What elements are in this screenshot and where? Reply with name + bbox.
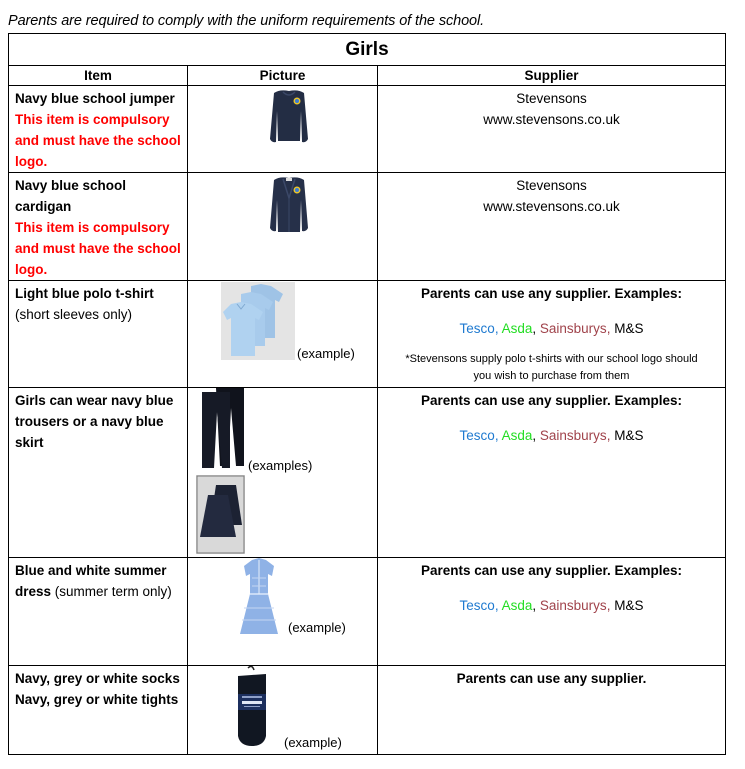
- supplier-heading: Parents can use any supplier.: [456, 671, 647, 686]
- shop-list: Tesco, Asda, Sainsburys, M&S: [459, 428, 644, 443]
- item-name: Girls can wear navy blue trousers or a navy blue skirt: [15, 393, 174, 450]
- picture-cell: [188, 666, 378, 755]
- supplier-name: Stevensons: [516, 91, 587, 106]
- item-cell: [9, 558, 188, 666]
- table-row: [9, 173, 726, 281]
- item-name: Navy, grey or white socks: [15, 671, 180, 686]
- item-cell: [9, 173, 188, 281]
- shop-list: Tesco, Asda, Sainsburys, M&S: [459, 598, 644, 613]
- picture-cell: [188, 388, 378, 558]
- shop-tesco: Tesco: [459, 321, 495, 336]
- supplier-heading: Parents can use any supplier. Examples:: [420, 563, 683, 578]
- item-cell: [9, 86, 188, 173]
- shop-asda: Asda: [501, 321, 533, 336]
- table-title: Girls: [9, 34, 726, 66]
- supplier-cell: [378, 281, 726, 388]
- item-cell: [9, 281, 188, 388]
- item-name-2: Navy, grey or white tights: [15, 692, 179, 707]
- header-supplier: Supplier: [378, 66, 726, 86]
- item-name: Light blue polo t-shirt: [15, 286, 154, 301]
- picture-cell: [188, 86, 378, 173]
- picture-cell: [188, 558, 378, 666]
- supplier-name: Stevensons: [516, 178, 587, 193]
- supplier-cell: [378, 388, 726, 558]
- supplier-url[interactable]: www.stevensons.co.uk: [483, 112, 620, 127]
- supplier-url[interactable]: www.stevensons.co.uk: [483, 199, 620, 214]
- table-row: [9, 666, 726, 755]
- supplier-cell: [378, 86, 726, 173]
- compulsory-note: This item is compulsory and must have the school logo.: [15, 112, 181, 169]
- item-name: Navy blue school jumper: [15, 91, 175, 106]
- picture-caption: (example): [288, 620, 346, 635]
- shop-list: Tesco, Asda, Sainsburys, M&S: [459, 321, 644, 336]
- picture-caption: (example): [284, 735, 342, 750]
- picture-caption: (example): [297, 346, 355, 361]
- table-row: [9, 558, 726, 666]
- supplier-heading: Parents can use any supplier. Examples:: [420, 286, 683, 301]
- supplier-cell: [378, 558, 726, 666]
- navy-socks-image: [234, 666, 270, 748]
- navy-cardigan-image: [266, 176, 312, 236]
- shop-ms: M&S: [614, 598, 644, 613]
- supplier-note: *Stevensons supply polo t-shirts with our school logo should you wish to purchase from them: [405, 353, 698, 382]
- shop-sainsburys: Sainsburys: [539, 428, 607, 443]
- header-item: Item: [9, 66, 188, 86]
- compulsory-note: This item is compulsory and must have the school logo.: [15, 220, 181, 277]
- table-row: [9, 86, 726, 173]
- navy-trousers-image: [200, 388, 246, 470]
- table-row: [9, 388, 726, 558]
- shop-tesco: Tesco: [459, 598, 495, 613]
- item-note: (short sleeves only): [15, 307, 133, 322]
- shop-ms: M&S: [614, 321, 644, 336]
- shop-sainsburys: Sainsburys: [539, 321, 607, 336]
- intro-note: Parents are required to comply with the uniform requirements of the school.: [8, 13, 485, 29]
- item-name: Blue and white summer dress: [15, 563, 167, 599]
- shop-asda: Asda: [501, 428, 533, 443]
- picture-cell: [188, 173, 378, 281]
- item-cell: [9, 666, 188, 755]
- picture-caption: (examples): [248, 458, 313, 473]
- navy-skirt-image: [196, 475, 245, 554]
- item-cell: [9, 388, 188, 558]
- shop-tesco: Tesco: [459, 428, 495, 443]
- shop-ms: M&S: [614, 428, 644, 443]
- uniform-table: [8, 33, 726, 755]
- shop-sainsburys: Sainsburys: [539, 598, 607, 613]
- shop-asda: Asda: [501, 598, 533, 613]
- supplier-cell: [378, 173, 726, 281]
- light-blue-polo-image: [221, 282, 295, 360]
- summer-dress-image: [238, 558, 280, 636]
- item-note: (summer term only): [51, 584, 172, 599]
- supplier-heading: Parents can use any supplier. Examples:: [420, 393, 683, 408]
- supplier-cell: [378, 666, 726, 755]
- picture-cell: [188, 281, 378, 388]
- table-row: [9, 281, 726, 388]
- item-name: Navy blue school cardigan: [15, 178, 127, 214]
- header-picture: Picture: [188, 66, 378, 86]
- navy-jumper-image: [266, 89, 312, 145]
